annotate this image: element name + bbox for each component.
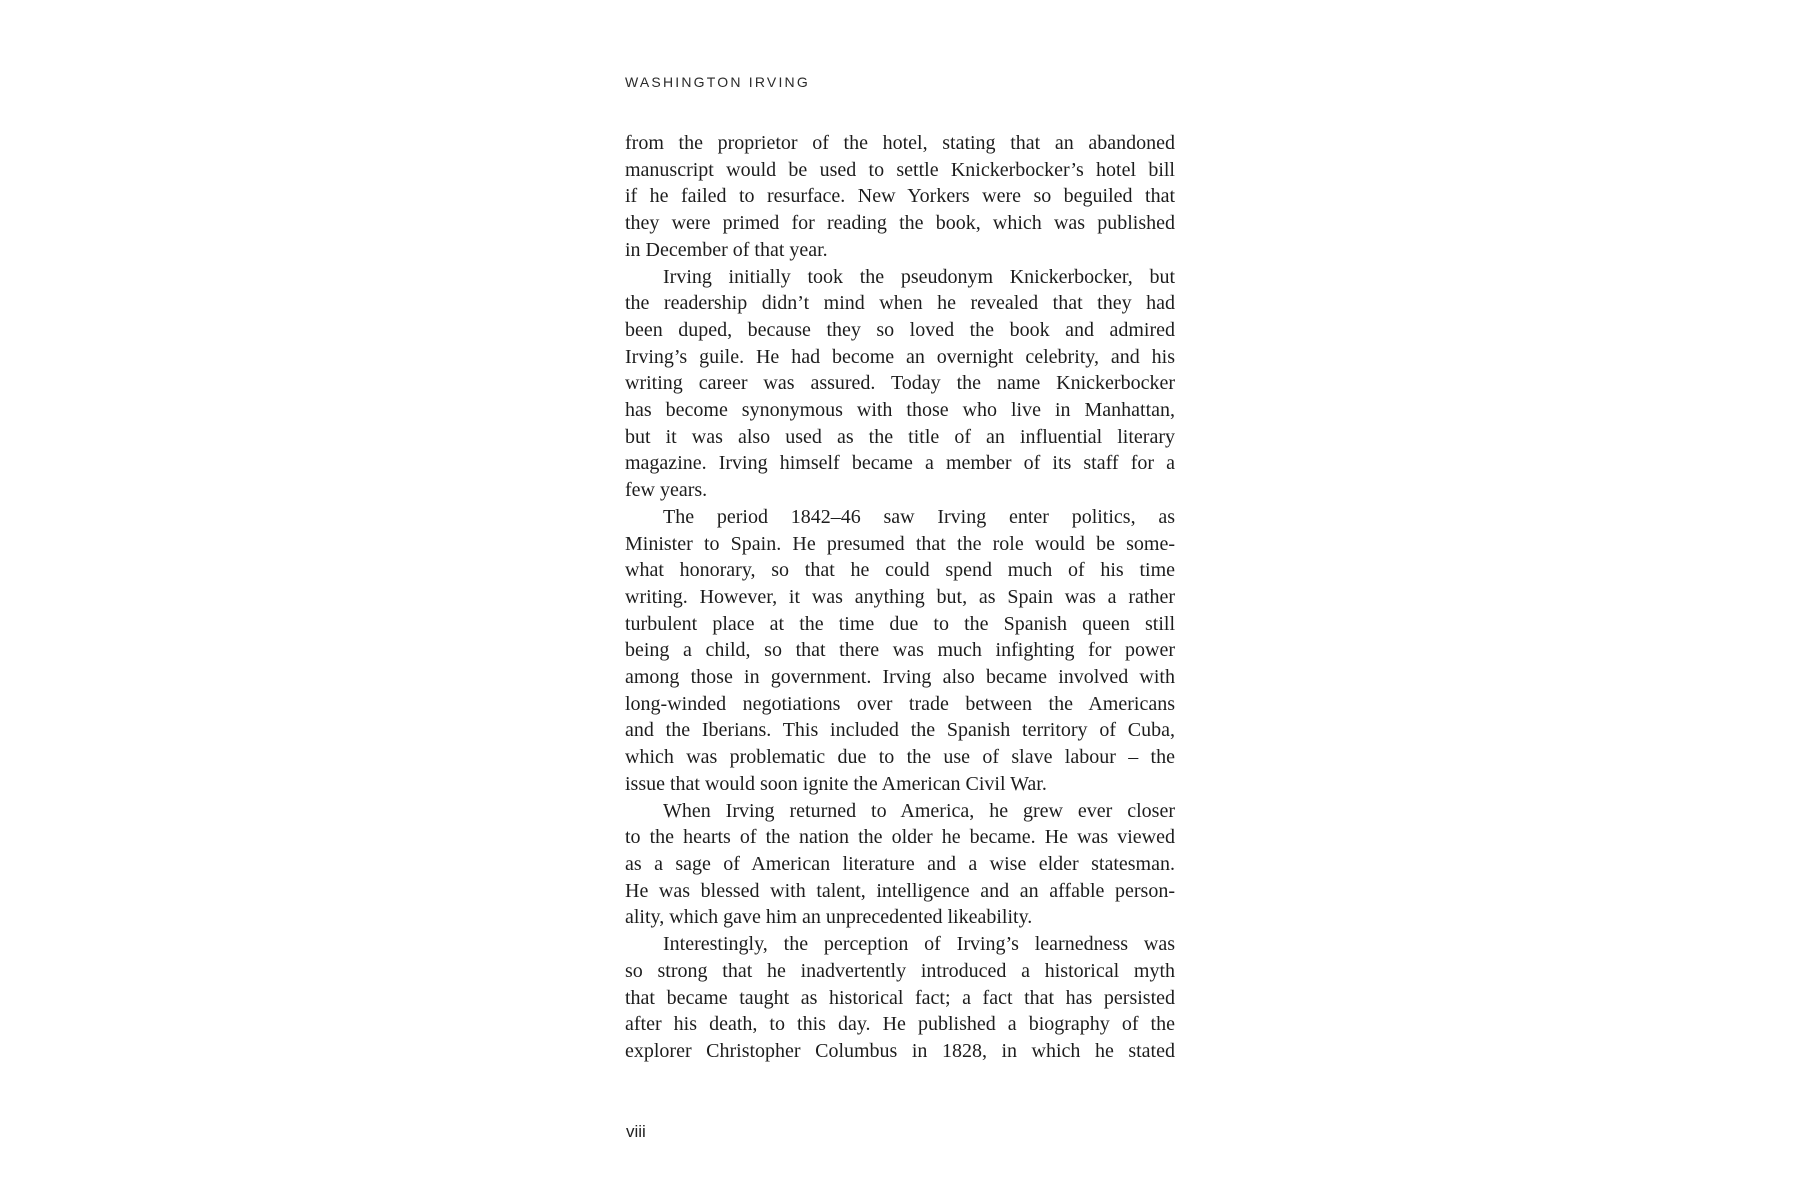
body-line: that became taught as historical fact; a fact that has persisted <box>625 986 1175 1009</box>
body-line: they were primed for reading the book, which was published <box>625 212 1175 235</box>
body-line: writing. However, it was anything but, as Spain was a rather <box>625 585 1175 608</box>
body-line: from the proprietor of the hotel, stating that an abandoned <box>625 132 1175 154</box>
body-line: turbulent place at the time due to the Spanish queen still <box>625 612 1175 635</box>
body-line: writing career was assured. Today the name Knickerbocker <box>625 372 1175 395</box>
body-line: and the Iberians. This included the Spanish territory of Cuba, <box>625 719 1175 742</box>
body-line: to the hearts of the nation the older he became. He was viewed <box>625 826 1175 849</box>
body-line: Irving initially took the pseudonym Knickerbocker, but <box>663 265 1175 288</box>
body-line: magazine. Irving himself became a member of its staff for a <box>625 452 1175 475</box>
running-header: WASHINGTON IRVING <box>625 74 810 90</box>
body-text <box>625 130 1175 1065</box>
body-line: after his death, to this day. He published a biography of the <box>625 1013 1175 1036</box>
body-line: so strong that he inadvertently introduced a historical myth <box>625 959 1175 982</box>
body-line: Interestingly, the perception of Irving’s learnedness was <box>663 933 1175 956</box>
page-number: viii <box>626 1122 646 1141</box>
body-line: but it was also used as the title of an influential literary <box>625 425 1175 448</box>
body-line: been duped, because they so loved the book and admired <box>625 318 1175 341</box>
body-line: manuscript would be used to settle Knickerbocker’s hotel bill <box>625 158 1175 181</box>
body-line: few years. <box>625 479 708 502</box>
body-line: what honorary, so that he could spend much of his time <box>625 559 1175 582</box>
body-line: explorer Christopher Columbus in 1828, in which he stated <box>625 1039 1175 1062</box>
body-line: ality, which gave him an unprecedented likeability. <box>625 906 1033 929</box>
body-line: The period 1842–46 saw Irving enter politics, as <box>663 505 1175 528</box>
body-line: has become synonymous with those who live in Manhattan, <box>625 399 1175 422</box>
body-line: being a child, so that there was much infighting for power <box>625 639 1175 662</box>
body-line: which was problematic due to the use of slave labour – the <box>625 746 1175 769</box>
body-line: among those in government. Irving also became involved with <box>625 666 1175 689</box>
body-line: the readership didn’t mind when he revealed that they had <box>625 292 1175 315</box>
body-line: issue that would soon ignite the American Civil War. <box>625 772 1047 795</box>
body-line: Minister to Spain. He presumed that the role would be some- <box>625 532 1175 555</box>
body-line: Irving’s guile. He had become an overnight celebrity, and his <box>625 345 1175 368</box>
body-line: if he failed to resurface. New Yorkers were so beguiled that <box>625 185 1175 208</box>
body-line: as a sage of American literature and a wise elder statesman. <box>625 852 1175 875</box>
body-line: When Irving returned to America, he grew ever closer <box>663 799 1175 822</box>
body-line: long-winded negotiations over trade between the Americans <box>625 692 1175 715</box>
body-line: in December of that year. <box>625 238 828 261</box>
body-line: He was blessed with talent, intelligence and an affable person- <box>625 879 1175 902</box>
